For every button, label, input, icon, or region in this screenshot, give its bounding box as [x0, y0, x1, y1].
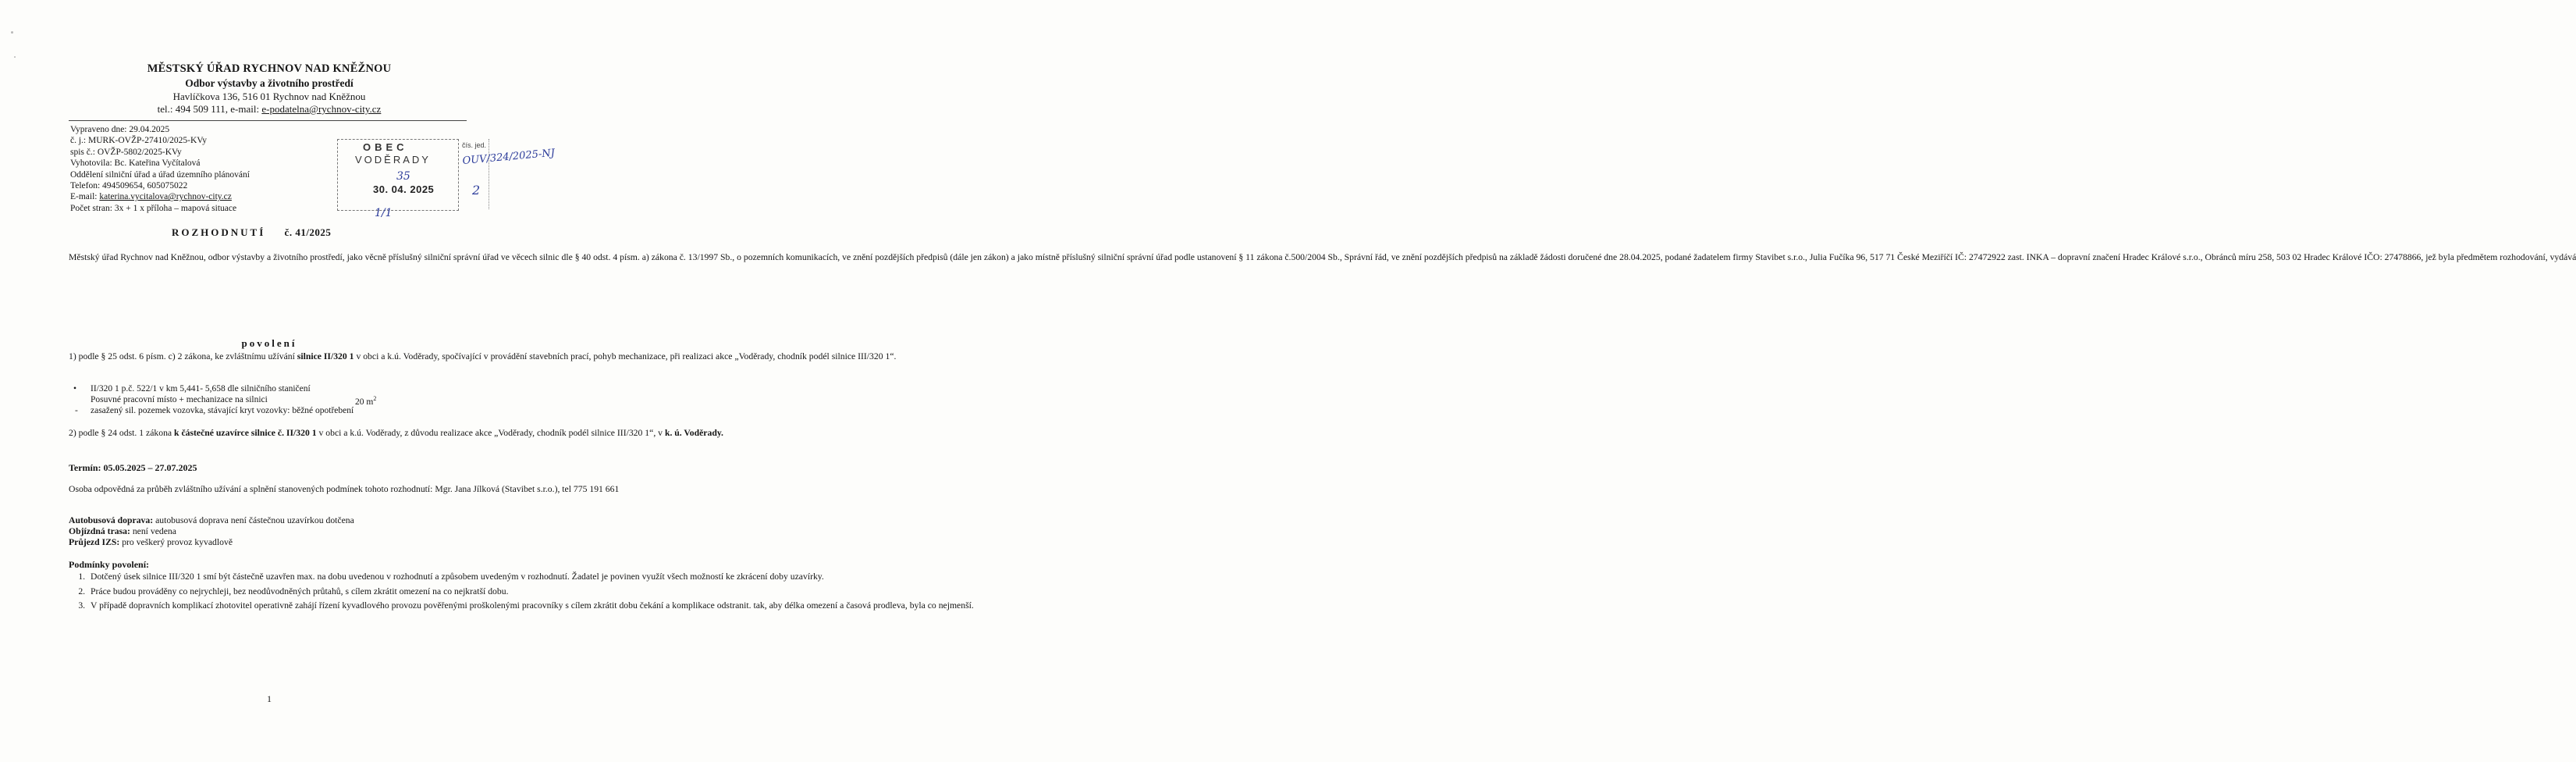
- office-contact-prefix: tel.: 494 509 111, e-mail:: [157, 103, 262, 115]
- phone: Telefon: 494509654, 605075022: [70, 181, 188, 191]
- email-line: [70, 191, 250, 202]
- author: Vyhotovila: Bc. Kateřina Vyčítalová: [70, 158, 201, 169]
- stamp-line-2: VODĚRADY: [355, 154, 431, 166]
- section: Oddělení silniční úřad a úřad územního plánování: [70, 169, 250, 180]
- bus-line: [69, 515, 354, 525]
- stamp-side-column: [457, 139, 489, 209]
- reference-number: č. j.: MURK-OVŽP-27410/2025-KVy: [70, 136, 208, 146]
- office-email-link[interactable]: e-podatelna@rychnov-city.cz: [261, 103, 382, 115]
- bullet-1-area: [355, 395, 376, 407]
- header-divider: [69, 120, 467, 121]
- bullet-2-text: zasažený sil. pozemek vozovka, stávající kryt vozovky: běžné opotřebení: [91, 406, 354, 415]
- item2-area: k. ú. Voděrady.: [664, 428, 723, 438]
- handwritten-count: 2: [472, 183, 481, 198]
- page-count: Počet stran: 3x + 1 x příloha – mapová situace: [70, 203, 237, 213]
- sent-date: Vypraveno dne: 29.04.2025: [70, 125, 170, 134]
- permit-heading: povolení: [241, 337, 297, 349]
- responsible-text: Osoba odpovědná za průběh zvláštního užívání a splnění stanovených podmínek tohoto rozhodnutí: Mgr. Jana Jílková (Stavibet s.r.o.), tel 775 191 661: [69, 484, 620, 494]
- term: Termín: 05.05.2025 – 27.07.2025: [69, 462, 197, 473]
- bullet-dot: •: [73, 384, 77, 393]
- condition-item: 3. V případě dopravních komplikací zhotovitel operativně zahájí řízení kyvadlového provozu pověřenými proškolenými pracovníky s cílem zkrátit dobu čekání a komplikace odstranit. tak, aby délka omezení a časová prodleva, byla co nejmenší.: [87, 600, 474, 611]
- izs-line: [69, 537, 233, 547]
- office-address: Havlíčkova 136, 516 01 Rychnov nad Kněžnou: [172, 91, 366, 102]
- handwritten-number: 35: [396, 170, 410, 183]
- intro-paragraph: [69, 252, 2576, 263]
- item-2: [69, 428, 723, 439]
- area-value: 20 m: [355, 397, 374, 407]
- detour-text: není vedena: [130, 526, 176, 536]
- item1-text-b: v obci a k.ú. Voděrady, spočívající v provádění stavebních prací, pohyb mechanizace, při realizaci akce „Voděrady, chodník podél silnice III/320 1“.: [354, 351, 897, 361]
- office-name: MĚSTSKÝ ÚŘAD RYCHNOV NAD KNĚŽNOU: [147, 62, 392, 75]
- bullet-1-text: II/320 1 p.č. 522/1 v km 5,441- 5,658 dle silničního staničení: [91, 384, 311, 393]
- izs-label: Průjezd IZS:: [69, 537, 120, 547]
- conditions-list: [70, 572, 974, 615]
- responsible-person: [69, 484, 620, 495]
- email-prefix: E-mail:: [70, 192, 100, 202]
- item1-road: silnice II/320 1: [297, 351, 354, 361]
- condition-item: 1. Dotčený úsek silnice III/320 1 smí být částečně uzavřen max. na dobu uvedenou v rozhodnutí a způsobem uvedeným v rozhodnutí. Žadatel je povinen využít všech možností ke zkrácení doby uzavírky.: [87, 572, 474, 582]
- izs-text: pro veškerý provoz kyvadlově: [119, 537, 233, 547]
- conditions-heading: Podmínky povolení:: [69, 559, 150, 570]
- item2-closure: k částečné uzavírce silnice č. II/320 1: [174, 428, 317, 438]
- decision-number: č. 41/2025: [284, 226, 332, 238]
- decision-word: ROZHODNUTÍ: [172, 226, 266, 238]
- handwritten-ref: OUV/324/2025-NJ: [462, 147, 556, 167]
- punch-mark: [14, 56, 16, 58]
- page-number: 1: [267, 693, 272, 704]
- item1-text-a: 1) podle § 25 odst. 6 písm. c) 2 zákona, ke zvláštnímu užívání: [69, 351, 297, 361]
- author-email-link[interactable]: katerina.vycitalova@rychnov-city.cz: [99, 192, 232, 202]
- handwritten-pages: 1/1: [375, 207, 393, 219]
- bus-text: autobusová doprava není částečnou uzavírkou dotčena: [153, 515, 354, 525]
- stamp-id-label: čís. jed.: [462, 141, 487, 149]
- detour-line: [69, 526, 176, 536]
- bus-label: Autobusová doprava:: [69, 515, 154, 525]
- intro-text: Městský úřad Rychnov nad Kněžnou, odbor výstavby a životního prostředí, jako věcně příslušný silniční správní úřad ve věcech silnic dle § 40 odst. 4 písm. a) zákona č. 13/1997 Sb., o pozemních komunikacích, ve znění pozdějších předpisů (dále jen zákon) a jako místně příslušný silniční správní úřad podle ustanovení § 11 zákona č.500/2004 Sb., Správní řád, ve znění pozdějších předpisů na základě žádosti doručené dne 28.04.2025, podané žadatelem firmy Stavibet s.r.o., Julia Fučíka 96, 517 71 České Meziříčí IČ: 27472922 zast. INKA – dopravní značení Hradec Králové s.r.o., Obránců míru 258, 503 02 Hradec Králové IČO: 27478866, jež byla předmětem rozhodování, vydává: [69, 252, 2576, 262]
- punch-mark: [11, 31, 13, 34]
- file-number: spis č.: OVŽP-5802/2025-KVy: [70, 147, 182, 157]
- item2-text-a: 2) podle § 24 odst. 1 zákona: [69, 428, 175, 438]
- stamp-line-1: OBEC: [363, 141, 408, 153]
- stamp-date: 30. 04. 2025: [373, 183, 435, 195]
- decision-title: [172, 226, 331, 239]
- department-name: Odbor výstavby a životního prostředí: [185, 77, 354, 89]
- bullet-dash: -: [75, 406, 78, 415]
- detour-label: Objízdná trasa:: [69, 526, 130, 536]
- office-contact: [0, 103, 538, 116]
- document-meta: [70, 124, 250, 214]
- item-1: [69, 351, 897, 362]
- bullet-1-sub: Posuvné pracovní místo + mechanizace na silnici: [91, 395, 268, 404]
- condition-item: 2. Práce budou prováděny co nejrychleji, bez neodůvodněných průtahů, s cílem zkrátit omezení na co nejkratší dobu.: [87, 586, 474, 597]
- area-unit-sup: 2: [373, 395, 377, 402]
- item2-text-b: v obci a k.ú. Voděrady, z důvodu realizace akce „Voděrady, chodník podél silnice III/320 1“, v: [316, 428, 665, 438]
